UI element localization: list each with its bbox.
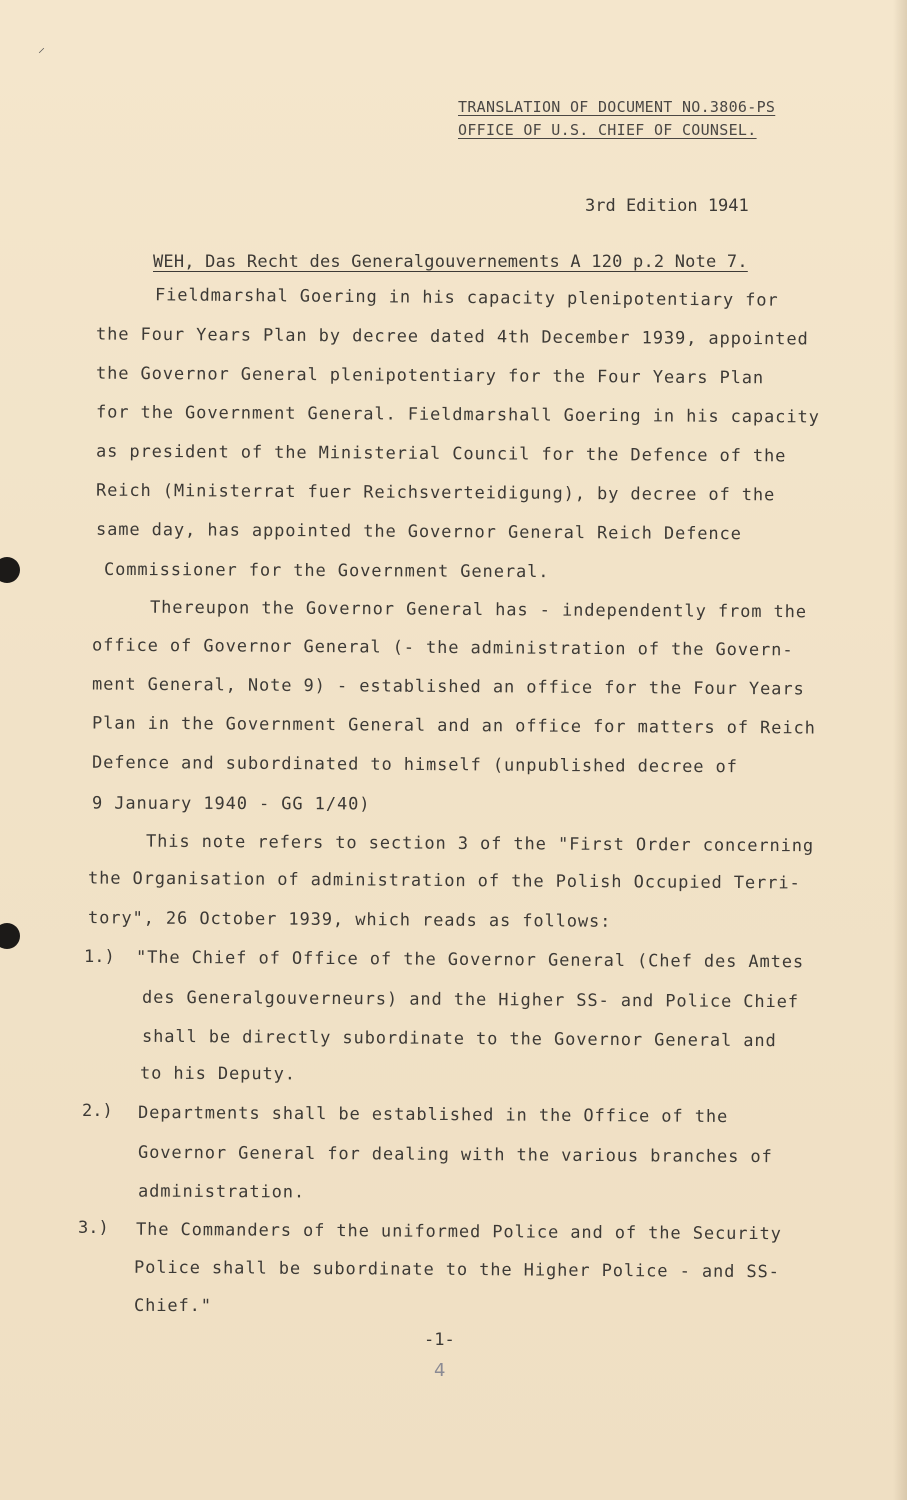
paragraph2-line: office of Governor General (- the administration of the Govern-: [91, 635, 794, 661]
paragraph1-line: the Four Years Plan by decree dated 4th December 1939, appointed: [95, 324, 809, 350]
paragraph2-line: Thereupon the Governor General has - independently from the: [149, 597, 808, 623]
item-line: Chief.": [133, 1295, 212, 1317]
item-number: 3.): [78, 1218, 109, 1238]
paragraph1-line: same day, has appointed the Governor General Reich Defence: [95, 519, 742, 545]
item-line: shall be directly subordinate to the Governor General and: [141, 1026, 777, 1052]
pencil-annotation: 4: [434, 1360, 446, 1381]
page-edge-shadow: [893, 0, 907, 1500]
paragraph3-line: This note refers to section 3 of the "First Order concerning: [145, 831, 815, 857]
page-number: -1-: [424, 1330, 455, 1350]
item-line: to his Deputy.: [139, 1063, 296, 1085]
paragraph2-line: 9 January 1940 - GG 1/40): [91, 793, 371, 815]
paragraph1-line: as president of the Ministerial Council for the Defence of the: [95, 441, 787, 467]
item-line: Departments shall be established in the Office of the: [137, 1102, 729, 1128]
item-line: administration.: [137, 1181, 306, 1203]
paragraph1-line: Fieldmarshal Goering in his capacity plenipotentiary for: [154, 285, 779, 311]
header-document-number: TRANSLATION OF DOCUMENT NO.3806-PS: [458, 98, 776, 116]
item-number: 2.): [82, 1101, 113, 1121]
source-citation: WEH, Das Recht des Generalgouvernements A 120 p.2 Note 7.: [153, 252, 748, 272]
punch-hole-top: [0, 557, 20, 583]
edition-label: 3rd Edition 1941: [585, 196, 749, 216]
paragraph1-line: Commissioner for the Government General.: [103, 559, 550, 583]
header-office: OFFICE OF U.S. CHIEF OF COUNSEL.: [458, 121, 757, 139]
paragraph2-line: ment General, Note 9) - established an office for the Four Years: [91, 674, 805, 700]
item-line: The Commanders of the uniformed Police and of the Security: [135, 1219, 782, 1245]
paragraph1-line: Reich (Ministerrat fuer Reichsverteidigung), by decree of the: [95, 480, 776, 506]
item-line: "The Chief of Office of the Governor General (Chef des Amtes: [135, 947, 805, 973]
paragraph1-line: for the Government General. Fieldmarshall Goering in his capacity: [95, 402, 820, 428]
item-number: 1.): [84, 947, 115, 967]
paragraph1-line: the Governor General plenipotentiary for the Four Years Plan: [95, 363, 765, 389]
paragraph2-line: Defence and subordinated to himself (unpublished decree of: [91, 752, 738, 778]
item-line: Governor General for dealing with the various branches of: [137, 1142, 773, 1168]
paragraph2-line: Plan in the Government General and an office for matters of Reich: [91, 713, 816, 739]
stray-mark: ⸝: [38, 40, 45, 56]
translation-header: [458, 96, 775, 142]
item-line: des Generalgouverneurs) and the Higher SS- and Police Chief: [141, 987, 800, 1013]
item-line: Police shall be subordinate to the Higher Police - and SS-: [133, 1257, 780, 1283]
punch-hole-bottom: [0, 923, 20, 949]
paragraph3-line: the Organisation of administration of the Polish Occupied Terri-: [87, 868, 801, 894]
paragraph3-line: tory", 26 October 1939, which reads as follows:: [87, 908, 612, 932]
